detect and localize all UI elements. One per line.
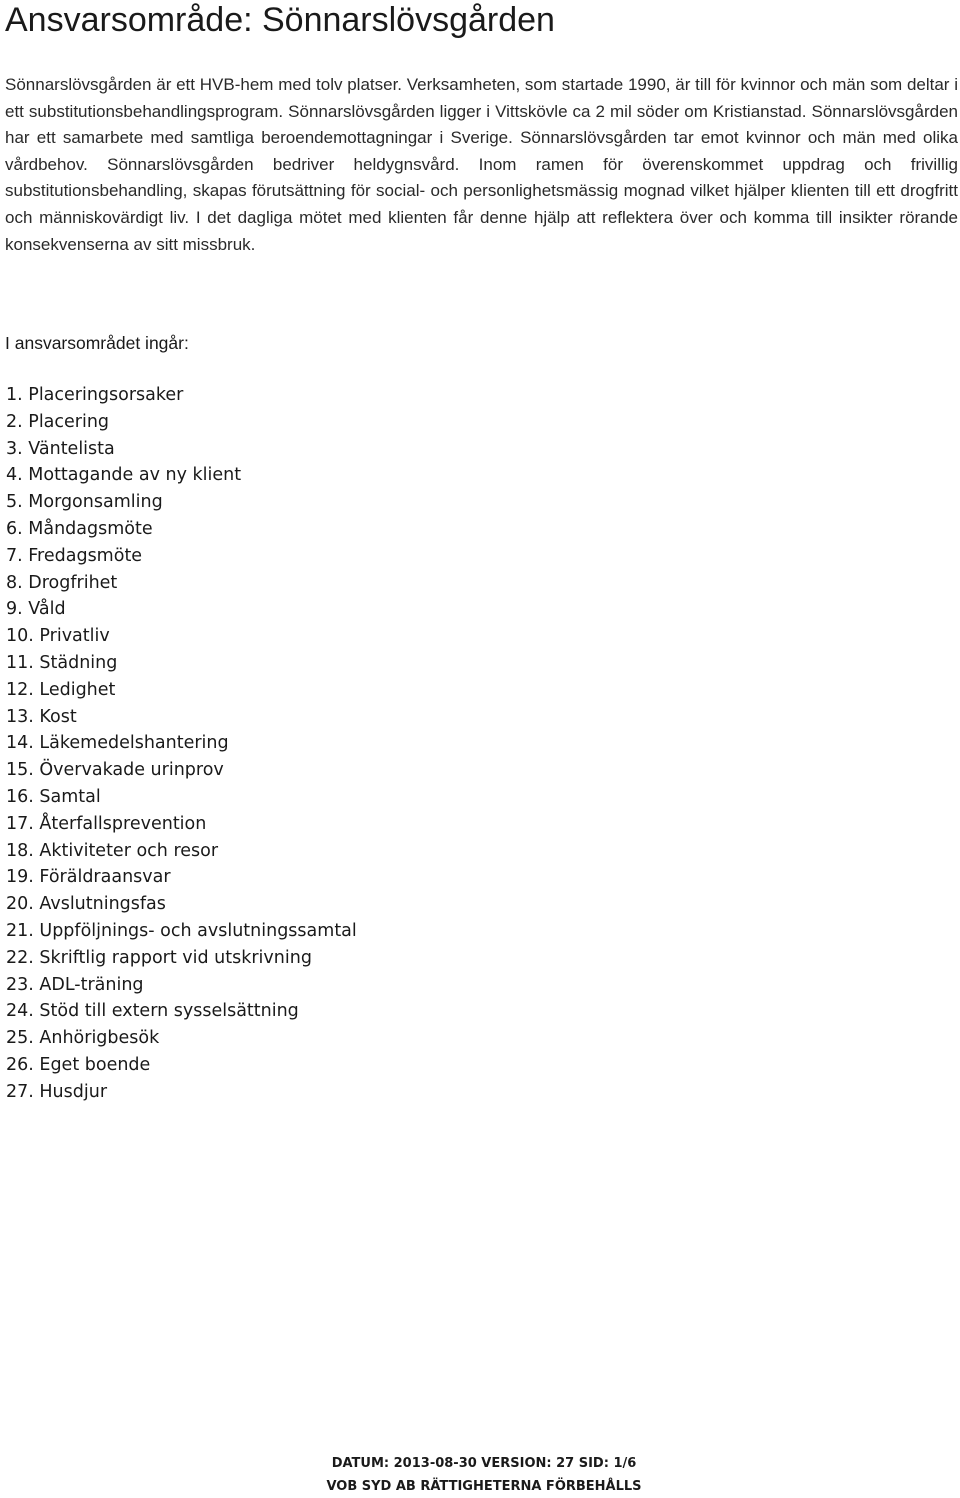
list-item: 12. Ledighet: [6, 679, 116, 700]
list-item: 3. Väntelista: [6, 438, 115, 459]
list-item: 20. Avslutningsfas: [6, 894, 166, 915]
list-item: 15. Övervakade urinprov: [6, 760, 224, 781]
list-item: 13. Kost: [6, 706, 77, 727]
list-item: 6. Måndagsmöte: [6, 518, 153, 539]
list-item: 11. Städning: [6, 652, 118, 673]
page-footer: [0, 1452, 960, 1498]
list-item: 24. Stöd till extern sysselsättning: [6, 1001, 299, 1022]
list-item: 23. ADL-träning: [6, 974, 144, 995]
list-item: 26. Eget boende: [6, 1054, 151, 1075]
responsibility-list: [6, 382, 357, 1106]
intro-paragraph: Sönnarslövsgården är ett HVB-hem med tolv platser. Verksamheten, som startade 1990, är till för kvinnor och män som deltar i ett substitutionsbehandlingsprogram. Sönnarslövsgården ligger i Vittskövle ca 2 mil söder om Kristianstad. Sönnarslövsgården har ett samarbete med samtliga beroendemottagningar i Sverige. Sönnarslövsgården tar emot kvinnor och män med olika vårdbehov. Sönnarslövsgården bedriver heldygnsvård. Inom ramen för överenskommet uppdrag och frivillig substitutionsbehandling, skapas förutsättning för social- och personlighetsmässig mognad vilket hjälper klienten till ett drogfritt och människovärdigt liv. I det dagliga mötet med klienten får denne hjälp att reflektera över och komma till insikter rörande konsekvenserna av sitt missbruk.: [5, 75, 958, 254]
list-item: 18. Aktiviteter och resor: [6, 840, 219, 861]
list-item: 19. Föräldraansvar: [6, 867, 171, 888]
list-item: 22. Skriftlig rapport vid utskrivning: [6, 947, 312, 968]
list-item: 2. Placering: [6, 411, 110, 432]
list-item: 1. Placeringsorsaker: [6, 385, 184, 405]
list-item: 17. Återfallsprevention: [6, 813, 207, 834]
section-label: I ansvarsområdet ingår:: [5, 333, 189, 353]
list-item: 9. Våld: [6, 599, 66, 620]
footer-version-line: DATUM: 2013-08-30 VERSION: 27 SID: 1/6: [331, 1456, 637, 1471]
list-item: 25. Anhörigbesök: [6, 1028, 160, 1049]
list-item: 14. Läkemedelshantering: [6, 733, 229, 754]
list-item: 5. Morgonsamling: [6, 492, 163, 513]
list-item: 8. Drogfrihet: [6, 572, 118, 593]
list-item: 7. Fredagsmöte: [6, 545, 143, 566]
footer-copyright-line: VOB SYD AB RÄTTIGHETERNA FÖRBEHÅLLS: [326, 1479, 642, 1494]
list-item: 10. Privatliv: [6, 626, 110, 647]
list-item: 21. Uppföljnings- och avslutningssamtal: [6, 920, 357, 941]
page-title: Ansvarsområde: Sönnarslövsgården: [5, 1, 555, 39]
list-item: 27. Husdjur: [6, 1081, 108, 1102]
list-item: 16. Samtal: [6, 786, 101, 807]
list-item: 4. Mottagande av ny klient: [6, 465, 242, 486]
